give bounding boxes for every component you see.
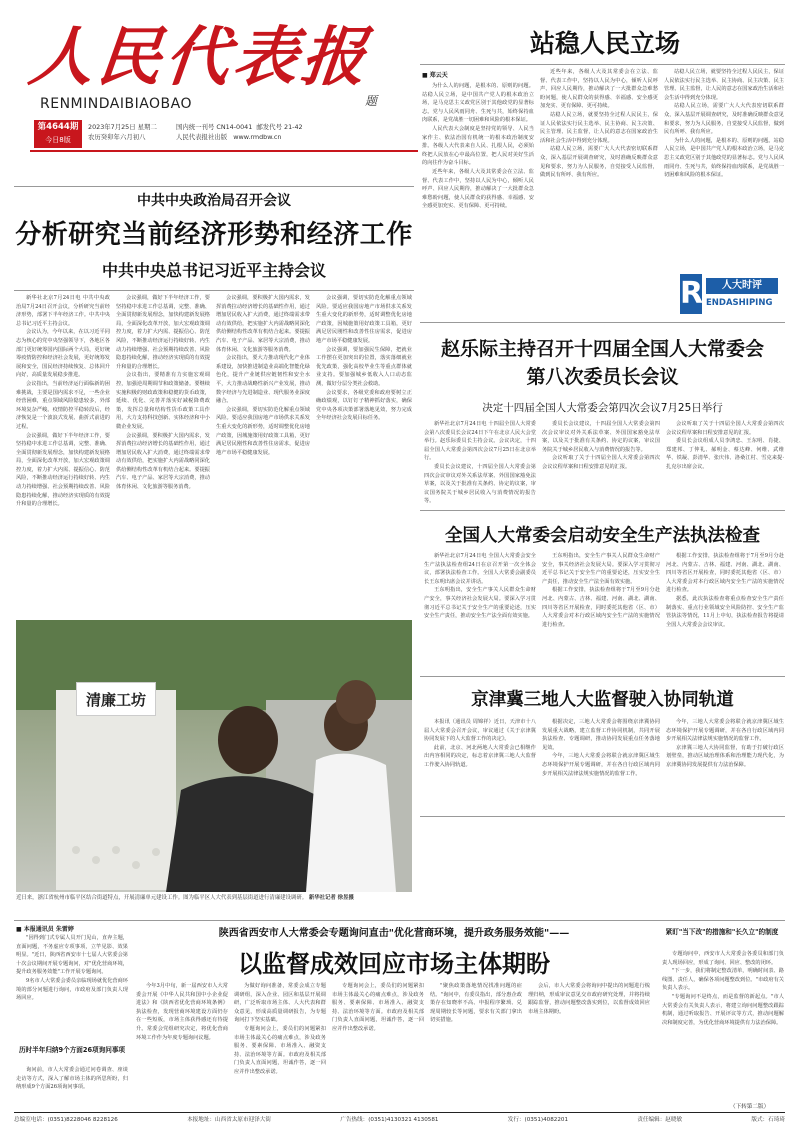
body-paragraph: 专题询问中，西安市人大常委会各委员和部门负责人现场回应，形成了询问、回应、整改的闭环。 [662, 951, 784, 966]
editorial-col-1 [422, 82, 534, 317]
body-paragraph: "下一步，我们将制定整改清单，明确时间表、路线图、责任人，确保各项问题整改到位。"市政府有关负责人表示。 [662, 968, 784, 992]
lead-kicker: 中共中央政治局召开会议 [137, 193, 291, 209]
body-paragraph: 会议强调，要积极扩大国内需求，发挥消费拉动经济增长的基础性作用，通过增加居民收入扩大消费，通过终端需求带动有效供给，把实施扩大内需战略同深化供给侧结构性改革有机结合起来。要提振汽车、电子产品、家居等大宗消费，推动体育休闲、文化旅游等服务消费。 [216, 295, 310, 353]
photo-person2-body [306, 754, 396, 892]
date-block [88, 122, 157, 142]
shaanxi-headline: 以监督成效回应市场主体期盼 [238, 950, 550, 978]
lead-subhead: 中共中央总书记习近平主持会议 [101, 261, 326, 280]
body-paragraph: 会议要求，各级党委和政府要树立正确政绩观，以钉钉子精神抓好落实，确保党中央各项决策部署落地见效，努力完成全年经济社会发展目标任务。 [316, 389, 412, 422]
shaanxi-col-4 [430, 982, 522, 1110]
editorial-col-3 [664, 68, 784, 250]
lead-col-4 [316, 294, 412, 616]
body-paragraph: 人民代表大会制度是坚持党的领导、人民当家作主、依法治国有机统一的根本政治制度安排。各级人大代表来自人民、扎根人民，必须始终把人民放在心中最高位置，把人民对美好生活的向往作为奋斗目标。 [422, 125, 534, 167]
photo-person3-head [336, 680, 376, 724]
post-code: 邮发代号 21-42 [256, 123, 303, 131]
body-paragraph: 会议听取了关于十四届全国人大常委会第四次会议议程草案和日程安排意见的汇报。 [666, 421, 784, 436]
body-paragraph: 会议指出，要大力推动现代化产业体系建设，加快推进制造业高端化智能化绿色化，提升产业链供应链韧性和安全水平，大力推动战略性新兴产业发展，推动数字经济与先进制造业、现代服务业深度融合。 [216, 355, 310, 405]
enforce-col-3 [666, 552, 784, 672]
zhao-headline-line2: 第八次委员长会议 [526, 366, 679, 388]
body-paragraph: 会议强调，要切实防范化解重点领域风险。要适应我国房地产市场供求关系发生重大变化的新形势，适时调整优化房地产政策，因城施策用好政策工具箱，更好满足居民刚性和改善性住房需求，促进房地产市场平稳健康发展。 [216, 406, 310, 456]
body-paragraph: "聚焦政策落地情况找准问题的症结。"询问中，有委员指出，部分惠企政策存在知晓率不高、申报程序繁琐、兑现周期较长等问题，要求有关部门拿出切实措施。 [430, 983, 522, 1024]
body-paragraph: 此前，北京、河北两地人大常委会已相继作出内容相同的决定，标志着京津冀三地人大监督工作驶入协同轨道。 [424, 744, 536, 768]
body-paragraph: 京津冀三地人大协同监督，有助于打破行政区划壁垒，推动区域治理体系和治理能力现代化，为京津冀协同发展提供有力法治保障。 [666, 744, 784, 768]
cn-number: 国内统一刊号 CN14-0041 [176, 123, 253, 131]
registration-block [176, 122, 303, 142]
jjj-col-3 [666, 718, 784, 812]
photo-sign: 清廉工坊 [76, 682, 156, 716]
issue-badge: 第4644期 今日8版 [34, 120, 82, 148]
editorial-byline: ■ 郑云天 [422, 72, 448, 79]
enforce-col-2 [542, 552, 660, 672]
zhao-headline-line1: 赵乐际主持召开十四届全国人大常委会 [440, 338, 764, 360]
footer-editorial-phone: 总编室电话：(0351)8228046 8228126 [14, 1117, 118, 1123]
body-paragraph: 委员长会议建议，十四届全国人大常委会第四次会议审议对外关系法草案、外国国家豁免法草案，以及关于批准有关条约、协定的议案，审议国务院关于城乡居民收入与消费情况的报告等。 [542, 421, 660, 453]
photo-credit: 新华社记者 徐昱摄 [308, 895, 354, 901]
body-paragraph: 据悉，此次执法检查将重点检查安全生产责任制落实、重点行业领域安全风险防控、安全生产监管执法等情况，11月上中旬，执法检查报告将提请全国人大常委会会议审议。 [666, 595, 784, 628]
body-paragraph: 会议强调，做好下半年经济工作，要坚持稳中求进工作总基调，完整、准确、全面贯彻新发展理念，加快构建新发展格局，全面深化改革开放，加大宏观政策调控力度，着力扩大内需、提振信心、防范风险，不断推动经济运行持续好转、内生动力持续增强、社会预期持续改善、风险隐患持续化解，推动经济实现质的有效提升和量的合理增长。 [116, 295, 210, 370]
shaanxi-col-3 [332, 982, 424, 1110]
body-paragraph: 会议指出，当前经济运行面临新的困难挑战，主要是国内需求不足，一些企业经营困难，重点领域风险隐患较多，外部环境复杂严峻。疫情防控平稳转段后，经济恢复是一个波浪式发展、曲折式前进的过程。 [16, 380, 110, 430]
shaanxi-col-2 [234, 982, 326, 1110]
masthead-title: 人民代表报 [25, 20, 374, 95]
shaanxi-headline-small: 陕西省西安市人大常委会专题询问直击"优化营商环境，提升政务服务效能"—— [218, 928, 570, 939]
body-paragraph: 委员长会议建议，十四届全国人大常委会第四次会议审议对外关系法草案、外国国家豁免法草案，以及关于批准有关条约、协定的议案，审议国务院关于城乡居民收入与消费情况的报告等。 [424, 463, 536, 505]
shaanxi-col-5 [528, 982, 650, 1110]
news-photo [16, 620, 412, 892]
photo-illustration [16, 620, 412, 892]
body-paragraph: 站稳人民立场，就要坚持全过程人民民主，保证人民依法实行民主选举、民主协商、民主决策、民主管理、民主监督，让人民的意志在国家政治生活和社会生活中得到充分体现。 [664, 69, 784, 101]
zhao-col-2 [542, 420, 660, 508]
body-paragraph: 今年，三地人大常委会将联合就京津冀区域生态环境保护开展专题调研，并在各自行政区域内同步开展相关法律法规实施情况的监督工作。 [542, 753, 660, 777]
body-paragraph: 会议强调，要切实防范化解重点领域风险。要适应我国房地产市场供求关系发生重大变化的新形势，适时调整优化房地产政策，因城施策用好政策工具箱，更好满足居民刚性和改善性住房需求，促进房地产市场平稳健康发展。 [316, 295, 412, 344]
body-paragraph: "专题询问不是终点，而是监督的新起点。"市人大常委会有关负责人表示，将建立询问问题整改跟踪机制，通过听取报告、开展评议等方式，推动问题解决和制度完善，为优化营商环境提供有力法治保障。 [662, 993, 784, 1026]
shaanxi-section-label: 历时半年归纳9个方面26项询问事项 [18, 1046, 126, 1054]
footer-distribution: 发行：(0351)4082201 [507, 1117, 569, 1123]
body-paragraph: 委员长会议组成人员李鸿忠、王东明、肖捷、郑建邦、丁仲礼、郝明金、蔡达峰、何维、武维华、铁凝、彭清华、张庆伟、洛桑江村、雪克来提·扎克尔出席会议。 [666, 438, 784, 470]
body-paragraph: 根据决定，三地人大常委会将围绕京津冀协同发展重大战略，建立监督工作协同机制，共同开展执法检查、专题调研，推动协同发展重点任务落地见效。 [542, 719, 660, 751]
shaanxi-intro-tail [16, 1066, 128, 1110]
body-paragraph: 为什么人的问题，是根本的、原则的问题。站稳人民立场，是中国共产党人的根本政治立场，是马克思主义政党区别于其他政党的显著标志。党与人民风雨同舟、生死与共，始终保持血肉联系，是党战胜一切困难和风险的根本保证。 [422, 83, 534, 124]
body-paragraph: 根据工作安排，执法检查组将于7月至9月分赴河北、内蒙古、吉林、福建、河南、湖北、湖南、四川等省区开展检查，同时委托其他省（区、市）人大常委会对本行政区域内安全生产法的实施情况进行检查。 [542, 587, 660, 628]
footer-address: 本报地址：山西省太原市迎泽大街 [187, 1117, 271, 1123]
column-logo-en: ENDASHIPING [706, 298, 773, 308]
body-paragraph: 近些年来，各级人大及其常委会在立法、监督、代表工作中，坚持以人民为中心，倾听人民呼声、回应人民期待，推动解决了一大批群众急难愁盼问题，使人民群众的获得感、幸福感、安全感更加充实、更有保障、更可持续。 [422, 168, 534, 210]
masthead-pinyin: RENMINDAIBIAOBAO [40, 96, 193, 112]
lead-headline: 分析研究当前经济形势和经济工作 [15, 220, 413, 250]
lead-col-1 [16, 294, 110, 616]
body-paragraph: 会议强调，要加强民生保障，把就业工作摆在更加突出的位置，落实落细就业优先政策，强化高校毕业生等重点群体就业支持。要加强城乡低收入人口动态监测，做好分层分类社会救助。 [316, 346, 412, 387]
body-paragraph: 近些年来，各级人大及其常委会在立法、监督、代表工作中，坚持以人民为中心，倾听人民呼声、回应人民期待，推动解决了一大批群众急难愁盼问题，使人民群众的获得感、幸福感、安全感更加充实、更有保障、更可持续。 [540, 69, 658, 110]
body-paragraph: 王东明指出，安全生产事关人民群众生命财产安全，事关经济社会发展大局。要深入学习贯彻习近平总书记关于安全生产的重要论述，压实安全生产责任，推动安全生产法全面有效实施。 [424, 587, 536, 620]
jjj-headline: 京津冀三地人大监督驶入协同轨道 [471, 690, 734, 710]
body-paragraph: 专题询问会上，委员们的问题紧扣市场主体最关心的痛点难点，涉及政务服务、要素保障、市场准入、融资支持、法治环境等方面。市政府及相关部门负责人直面问题，坦诚作答，逐一回应并作出整改承诺。 [234, 1025, 326, 1075]
zhao-subhead: 决定十四届全国人大常委会第四次会议7月25日举行 [482, 402, 723, 414]
photo-caption-text: 近日来，浙江省杭州市临平区结合街道特点，开展清廉单元建设工作。图为临平区人大代表到基层街道进行清廉建设调研。 [16, 895, 308, 901]
column-logo [680, 274, 780, 314]
lead-col-2 [116, 294, 210, 616]
jjj-col-1 [424, 718, 536, 812]
lead-col-3 [216, 294, 310, 616]
editorial-headline: 站稳人民立场 [529, 29, 680, 58]
body-paragraph: 站稳人民立场，需要广大人大代表密切联系群众，深入基层开展调查研究，及时准确反映群众意见和要求，努力为人民服务，自觉接受人民监督，做到民有所呼、我有所应。 [540, 146, 658, 179]
shaanxi-byline: ■ 本报通讯员 朱雷婷 [16, 926, 74, 933]
enforce-col-1 [424, 552, 536, 672]
publisher: 人民代表报社出版 [176, 133, 228, 141]
body-paragraph: 站稳人民立场，就要坚持全过程人民民主，保证人民依法实行民主选举、民主协商、民主决策、民主管理、民主监督，让人民的意志在国家政治生活和社会生活中得到充分体现。 [540, 111, 658, 144]
body-paragraph: 为做好询问准备，常委会成立专题调研组，深入企业、园区和基层开展调研，广泛听取市场主体、人大代表和群众意见，形成高质量调研报告，为专题询问打下坚实基础。 [234, 983, 326, 1024]
body-paragraph: 9名市人大常委会委员亲临现场就优化营商环境的部分问题进行询问，市政府及部门负责人现场回应。 [16, 977, 128, 1002]
website-link[interactable]: www.rmdbw.cn [233, 133, 282, 141]
body-paragraph: 本报讯（通讯员 周锦祥）近日，天津市十八届人大常委会召开会议，审议通过《关于京津冀协同发展下的人大监督工作的决定》。 [424, 719, 536, 743]
jjj-col-2 [542, 718, 660, 812]
photo-caption [16, 894, 412, 918]
editorial-col-2 [540, 68, 658, 318]
body-paragraph: 询问前，市人大常委会通过问卷调查、座谈走访等方式，深入了解市场主体的所思所盼，归纳形成9个方面26项询问事项。 [16, 1067, 128, 1091]
body-paragraph: 为什么人的问题，是根本的、原则的问题。站稳人民立场，是中国共产党人的根本政治立场，是马克思主义政党区别于其他政党的显著标志。党与人民风雨同舟、生死与共，始终保持血肉联系，是党战胜一切困难和风险的根本保证。 [664, 137, 784, 179]
body-paragraph: 专题询问会上，委员们的问题紧扣市场主体最关心的痛点难点，涉及政务服务、要素保障、市场准入、融资支持、法治环境等方面。市政府及相关部门负责人直面问题，坦诚作答，逐一回应并作出整改承诺。 [332, 983, 424, 1032]
shaanxi-col-1 [136, 982, 228, 1110]
body-paragraph: 站稳人民立场，需要广大人大代表密切联系群众，深入基层开展调查研究，及时准确反映群众意见和要求，努力为人民服务，自觉接受人民监督，做到民有所呼、我有所应。 [664, 103, 784, 136]
footer-ad-hotline: 广告热线：(0351)4130321 4130581 [340, 1117, 439, 1123]
column-logo-mark: R [680, 274, 702, 314]
continued-note: （下转第二版） [730, 1104, 770, 1110]
zhao-col-3 [666, 420, 784, 508]
body-paragraph: 会议听取了关于十四届全国人大常委会第四次会议议程草案和日程安排意见的汇报。 [542, 455, 660, 470]
lunar-line: 农历癸卯年六月初八 [88, 133, 146, 141]
body-paragraph: "因得到门式专属人员开门见山，直奔主题，直面问题，不务虚应专项事项，立竿见影、效果明显。"近日，陕西省西安市十七届人大常委会第十次会议期间开展专题询问，对"优化营商环境，提升政务服务效能"工作开展专题询问。 [16, 935, 128, 976]
footer-editor: 责任编辑：赵晓敏 [637, 1117, 683, 1123]
body-paragraph: 新华社北京7月24日电 十四届全国人大常委会第八次委员长会议24日下午在北京人民大会堂举行。赵乐际委员长主持会议。会议决定，十四届全国人大常委会第四次会议7月25日在北京举行。 [424, 421, 536, 462]
date-line: 2023年7月25日 星期二 [88, 123, 157, 131]
shaanxi-right-col [662, 950, 784, 1102]
photo-wall [56, 690, 176, 890]
enforce-headline: 全国人大常委会启动安全生产法执法检查 [445, 526, 760, 546]
body-paragraph: 王东明指出，安全生产事关人民群众生命财产安全，事关经济社会发展大局。要深入学习贯彻习近平总书记关于安全生产的重要论述，压实安全生产责任，推动安全生产法全面有效实施。 [542, 553, 660, 585]
column-logo-title: 人大时评 [706, 278, 778, 294]
calligraphy-signature: 题 [365, 94, 378, 108]
body-paragraph: 今年3月中旬，新一届西安市人大常委会开展《中华人民共和国中小企业促进法》和《陕西省优化营商环境条例》执法检查，发现营商环境建设方面仍存在一些短板，市场主体获得感还有待提升。常委会党组研究决定，将优化营商环境工作作为年度专题询问议题。 [136, 983, 228, 1041]
body-paragraph: 会议指出，要精准有力实施宏观调控，加强逆周期调节和政策储备。要继续实施积极的财政政策和稳健的货币政策，延续、优化、完善并落实好减税降费政策，发挥总量和结构性货币政策工具作用，大力支持科技创新、实体经济和中小微企业发展。 [116, 372, 210, 430]
body-paragraph: 会议认为，今年以来，在以习近平同志为核心的党中央坚强领导下，各地区各部门更好统筹国内国际两个大局，更好统筹疫情防控和经济社会发展，更好统筹发展和安全，国民经济持续恢复、总体回升向好，高质量发展稳步推进。 [16, 329, 110, 379]
body-paragraph: 今年，三地人大常委会将联合就京津冀区域生态环境保护开展专题调研，并在各自行政区域内同步开展相关法律法规实施情况的监督工作。 [666, 719, 784, 743]
zhao-col-1 [424, 420, 536, 508]
body-paragraph: 根据工作安排，执法检查组将于7月至9月分赴河北、内蒙古、吉林、福建、河南、湖北、湖南、四川等省区开展检查，同时委托其他省（区、市）人大常委会对本行政区域内安全生产法的实施情况进行检查。 [666, 553, 784, 594]
body-paragraph: 会后，市人大常委会将询问中提出的问题进行梳理归纳，形成审议意见交市政府研究处理，并将持续跟踪监督，推动问题整改落实到位，以监督成效回应市场主体期盼。 [528, 983, 650, 1015]
masthead [0, 0, 420, 186]
footer [14, 1115, 785, 1126]
shaanxi-intro-col [16, 934, 128, 1046]
body-paragraph: 新华社北京7月24日电 中共中央政治局7月24日召开会议，分析研究当前经济形势，部署下半年经济工作。中共中央总书记习近平主持会议。 [16, 295, 110, 327]
footer-layout: 版式：石琦琦 [751, 1117, 785, 1123]
body-paragraph: 新华社北京7月24日电 全国人大常委会安全生产法执法检查组24日在京召开第一次全体会议，部署执法检查工作。全国人大常委会副委员长王东明出席会议并讲话。 [424, 553, 536, 585]
body-paragraph: 会议强调，要积极扩大国内需求，发挥消费拉动经济增长的基础性作用，通过增加居民收入扩大消费，通过终端需求带动有效供给，把实施扩大内需战略同深化供给侧结构性改革有机结合起来。要提振汽车、电子产品、家居等大宗消费，推动体育休闲、文化旅游等服务消费。 [116, 432, 210, 491]
shaanxi-right-label: 紧盯"当下改"的措施和"长久立"的制度 [665, 928, 779, 936]
body-paragraph: 会议强调，做好下半年经济工作，要坚持稳中求进工作总基调，完整、准确、全面贯彻新发展理念，加快构建新发展格局，全面深化改革开放，加大宏观政策调控力度，着力扩大内需、提振信心、防范风险，不断推动经济运行持续好转、内生动力持续增强、社会预期持续改善、风险隐患持续化解，推动经济实现质的有效提升和量的合理增长。 [16, 432, 110, 508]
photo-person-head [218, 706, 278, 774]
